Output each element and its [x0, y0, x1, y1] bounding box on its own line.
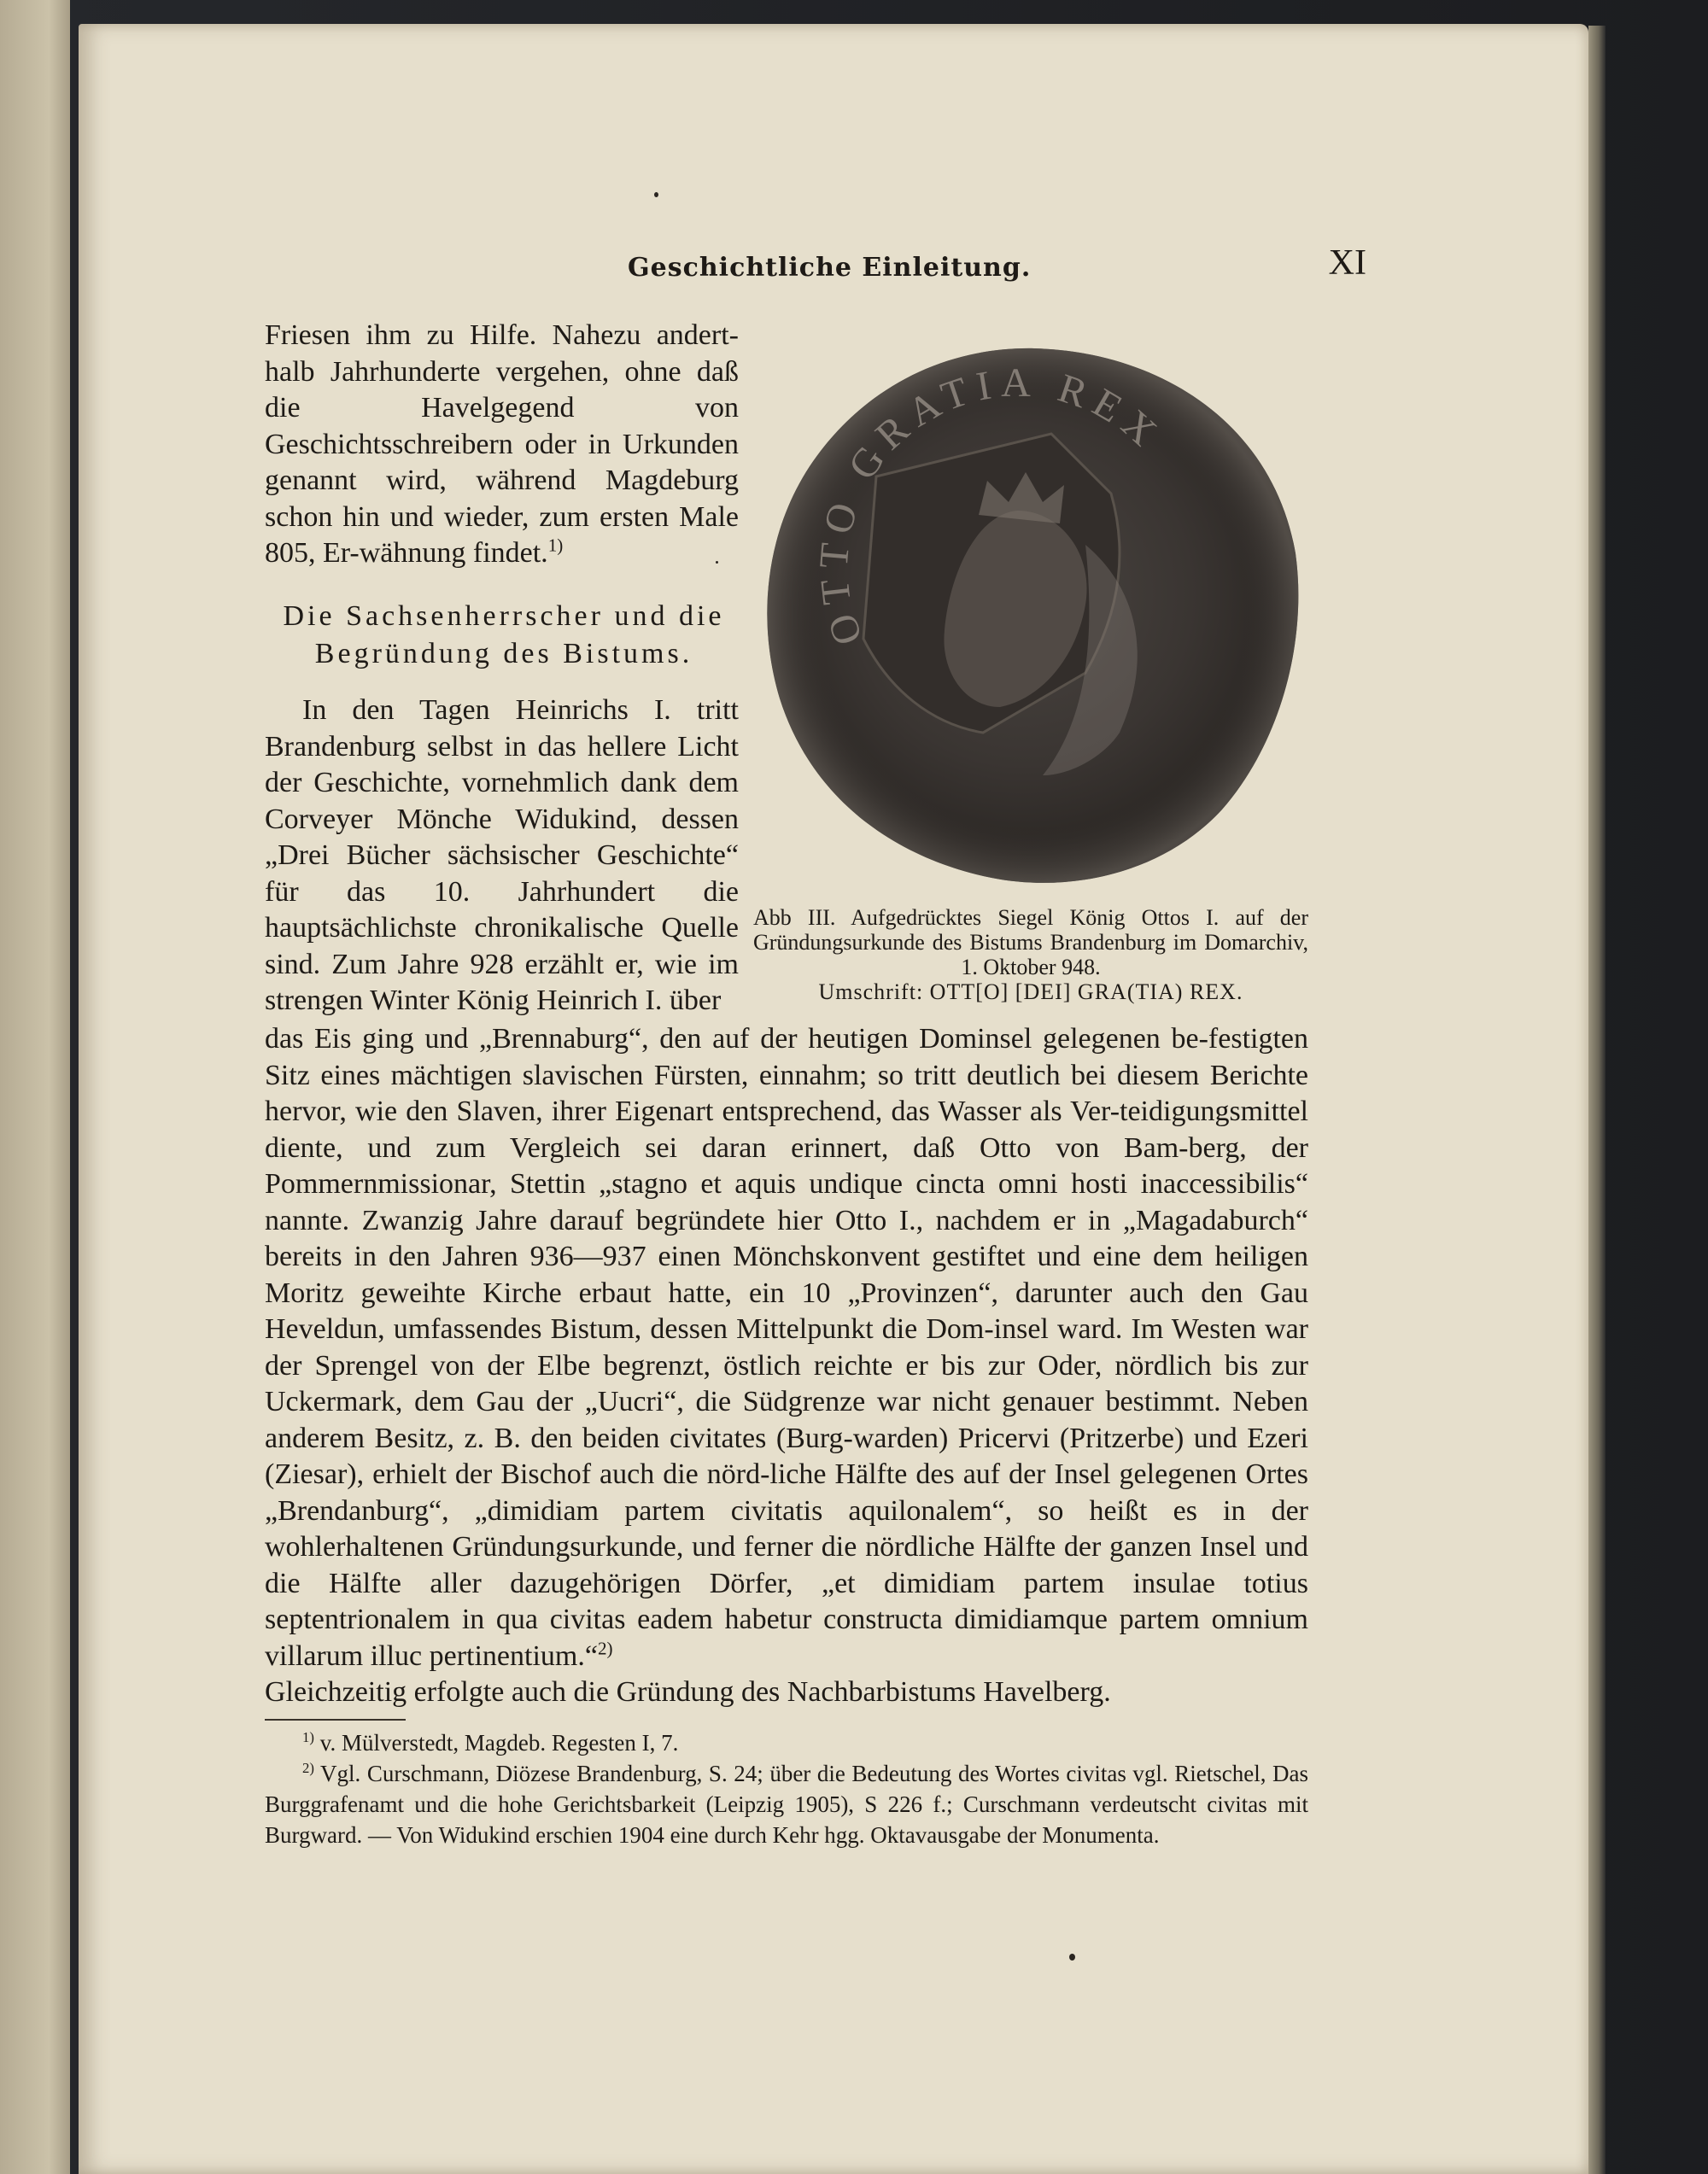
body-paragraph-wrapped: [265, 693, 739, 1020]
running-head: Geschichtliche Einleitung.: [628, 253, 1032, 283]
intro-paragraph: [265, 318, 739, 572]
footnote-ref-2: 2): [597, 1638, 613, 1659]
footnote-2-marker: 2): [302, 1760, 314, 1776]
seal-photograph: [761, 331, 1304, 895]
section-heading-line-2: Begründung des Bistums.: [314, 638, 693, 669]
footnote-1-marker: 1): [302, 1729, 314, 1745]
page-stack-edge: [1588, 26, 1606, 2174]
footnote-rule: [265, 1719, 406, 1721]
footnote-2-text: Vgl. Curschmann, Diözese Brandenburg, S. 24; über die Bedeutung des Wortes civitas vgl. Rietschel, Das Burggrafenamt und die hohe Gerichtsbarkeit (Leipzig 1905), S 226 f.; Curschmann verdeutscht civitas mit Burgward. — Von Widukind erschien 1904 eine durch Kehr hgg. Oktavausgabe der Monumenta.: [265, 1761, 1308, 1848]
figure-caption-legend: Umschrift: OTT[O] [DEI] GRA(TIA) REX.: [818, 979, 1243, 1004]
footnote-2: [265, 1758, 1308, 1850]
body-paragraph-full: [265, 1021, 1308, 1711]
footnote-ref-1: 1): [547, 535, 564, 556]
intro-text: Friesen ihm zu Hilfe. Nahezu andert-halb Jahrhunderte vergehen, ohne daß die Havelgegend von Geschichtsschreibern oder in Urkunden genannt wird, während Magdeburg schon hin und wieder, zum ersten Male 805, Er-wähnung findet.: [265, 319, 739, 569]
paper-speck: [654, 192, 658, 197]
body-last-line: Gleichzeitig erfolgte auch die Gründung des Nachbarbistums Havelberg.: [265, 1676, 1111, 1708]
paper-speck: [1069, 1954, 1075, 1961]
seal-legend: OTTO GRATIA REX: [810, 359, 1172, 651]
figure-caption-main: Abb III. Aufgedrücktes Siegel König Ottos I. auf der Gründungsurkunde des Bistums Brandenburg im Domarchiv, 1. Oktober 948.: [753, 905, 1308, 979]
footnote-1: [265, 1727, 1308, 1758]
page-number: XI: [1328, 243, 1366, 283]
body-text-full: das Eis ging und „Brennaburg“, den auf der heutigen Dominsel gelegenen be-festigten Sitz eines mächtigen slavischen Fürsten, einnahm; so tritt deutlich bei diesem Berichte hervor, wie den Slaven, ihrer Eigenart entsprechend, das Wasser als Ver-teidigungsmittel diente, und zum Vergleich sei daran erinnert, daß Otto von Bam-berg, der Pommernmissionar, Stettin „stagno et aquis undique cincta omni hosti inaccessibilis“ nannte. Zwanzig Jahre darauf begründete hier Otto I., nachdem er in „Magadaburch“ bereits in den Jahren 936—937 einen Mönchskonvent gestiftet und eine dem heiligen Moritz geweihte Kirche erbaut hatte, ein 10 „Provinzen“, darunter auch den Gau Heveldun, umfassendes Bistum, dessen Mittelpunkt die Dom-insel ward. Im Westen war der Sprengel von der Elbe begrenzt, östlich reichte er bis zur Oder, nördlich bis zur Uckermark, dem Gau der „Uucri“, die Südgrenze war nicht genauer bestimmt. Neben anderem Besitz, z. B. den beiden civitates (Burg-warden) Pricervi (Pritzerbe) und Ezeri (Ziesar), erhielt der Bischof auch die nörd-liche Hälfte des auf der Insel gelegenen Ortes „Brendanburg“, „dimidiam partem civitatis aquilonalem“, so heißt es in der wohlerhaltenen Gründungsurkunde, und ferner die nördliche Hälfte der ganzen Insel und die Hälfte aller dazugehörigen Dörfer, „et dimidiam partem insulae totius septentrionalem in qua civitas eadem habetur constructa dimidiamque partem omnium villarum illuc pertinentium.“: [265, 1023, 1308, 1672]
section-heading-line-1: Die Sachsenherrscher und die: [283, 600, 725, 632]
paper-speck: [716, 561, 718, 564]
figure-caption: [753, 905, 1308, 1004]
body-text-wrapped: In den Tagen Heinrichs I. tritt Brandenburg selbst in das hellere Licht der Geschichte, vornehmlich dank dem Corveyer Mönche Widukind, dessen „Drei Bücher sächsischer Geschichte“ für das 10. Jahrhundert die hauptsächlichste chronikalische Quelle sind. Zum Jahre 928 erzählt er, wie im strengen Winter König Heinrich I. über: [265, 694, 739, 1016]
previous-page-edge: [0, 0, 70, 2174]
section-heading: [273, 598, 734, 673]
footnote-1-text: v. Mülverstedt, Magdeb. Regesten I, 7.: [319, 1730, 679, 1756]
